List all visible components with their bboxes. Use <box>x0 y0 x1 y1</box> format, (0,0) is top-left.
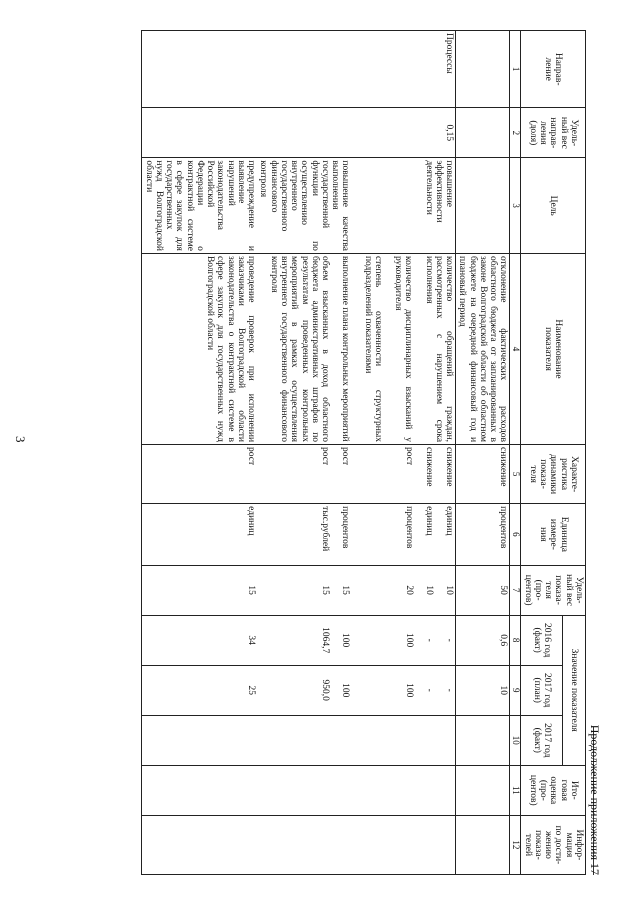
header-unit: Единица измере- ния <box>521 504 586 565</box>
indicator-name: количество обращений граждан, рассмотренных с нарушением срока исполнения <box>423 255 455 443</box>
column-number-8: 8 <box>510 615 521 665</box>
indicator-unit: тыс.рублей <box>320 506 331 552</box>
value-2017-plan: 10 <box>456 665 510 715</box>
header-info: Инфор- мация по дости- жению показа- телей <box>521 815 586 874</box>
indicator-unit: единиц <box>444 506 455 536</box>
value-2016: 0,6 <box>456 615 510 665</box>
column-number-1: 1 <box>510 31 521 108</box>
indicator-dynamics: снижение <box>444 447 455 487</box>
indicator-name: степень охваченности структурных подразделений показателями <box>362 255 383 443</box>
indicator-unit: единиц <box>246 506 257 536</box>
indicator-dynamics: рост <box>246 447 257 466</box>
column-number-3: 3 <box>510 158 521 254</box>
value-2017-plan: 950,0 <box>320 679 331 701</box>
header-indicator-weight: Удель- ный вес показа- теля (про- центов) <box>521 565 586 615</box>
page-number: 3 <box>13 436 28 443</box>
direction-label: Процессы <box>444 33 455 74</box>
indicator-weight: 10 <box>424 585 434 595</box>
column-number-12: 12 <box>510 815 521 874</box>
continuation-label: Продолжение приложения 17 <box>588 724 602 875</box>
indicator-weight: 20 <box>403 585 414 595</box>
indicator-dynamics: снижение <box>456 445 510 504</box>
header-dynamics: Характе- ристика динамики показа- теля <box>521 445 586 504</box>
table-row <box>456 31 510 875</box>
value-2016: 100 <box>403 633 414 648</box>
value-2016: 100 <box>340 633 351 648</box>
value-2016: - <box>424 638 434 642</box>
table-row <box>257 31 351 875</box>
indicator-name: выполнение плана контрольных мероприятий <box>340 255 351 442</box>
column-number-row <box>510 31 521 875</box>
goal-text: повышение качества выполнения государственной функции по осуществлению внутреннего государственного финансового контроля <box>257 158 351 254</box>
column-number-10: 10 <box>510 715 521 765</box>
column-number-11: 11 <box>510 765 521 815</box>
value-2017-plan: - <box>444 688 455 692</box>
indicator-weight: 15 <box>246 585 257 595</box>
column-number-5: 5 <box>510 445 521 504</box>
value-2017-plan: - <box>424 688 434 692</box>
indicator-weight: 50 <box>456 565 510 615</box>
table-row <box>352 31 456 875</box>
indicator-dynamics: снижение <box>424 447 434 487</box>
value-2017-plan: 100 <box>340 683 351 698</box>
header-goal: Цель <box>521 158 586 254</box>
value-2016: 34 <box>246 635 257 645</box>
header-indicator-name: Наименование показателя <box>521 253 586 444</box>
indicator-dynamics: рост <box>403 447 414 466</box>
column-number-6: 6 <box>510 504 521 565</box>
indicator-dynamics: рост <box>340 447 351 466</box>
rotated-page <box>62 30 602 875</box>
value-2017-plan: 25 <box>246 685 257 695</box>
goal-text: предупреждение и выявление нарушений законодательства Российской Федерации о контрактной системе в сфере закупок для государственных нужд Волгоградской области <box>142 158 257 254</box>
column-number-4: 4 <box>510 253 521 444</box>
value-2016: 1064,7 <box>320 627 331 654</box>
indicator-unit: процентов <box>456 504 510 565</box>
indicator-name: отклонение фактических расходов областного бюджета от запланированных в законе Волгоградской области об областном бюджете на очередной финансовый год и плановый период <box>456 253 510 444</box>
indicator-weight: 15 <box>340 585 351 595</box>
header-value-group: Значение показателя <box>562 615 585 765</box>
indicator-name: количество дисциплинарных взысканий у руководителя <box>393 255 414 443</box>
column-number-2: 2 <box>510 108 521 158</box>
indicator-weight: 10 <box>444 585 455 595</box>
indicator-unit: процентов <box>340 506 351 549</box>
direction-weight: 0,15 <box>444 124 455 142</box>
header-total: Ито- говая оценка (про- центов) <box>521 765 586 815</box>
indicator-unit: процентов <box>403 506 414 549</box>
indicators-table <box>142 30 587 875</box>
indicator-name: проведение проверок при исполнении заказчиками Волгоградской области законодательства о контрактной системе в сфере закупок для государственных нужд Волгоградской области <box>205 255 257 443</box>
header-2017-plan: 2017 год (план) <box>521 665 562 715</box>
header-2016-fact: 2016 год (факт) <box>521 615 562 665</box>
table-row <box>142 31 257 875</box>
indicator-dynamics: рост <box>320 447 331 466</box>
value-2016: - <box>444 638 455 642</box>
goal-text: повышение эффективности деятельности <box>352 158 456 254</box>
column-number-7: 7 <box>510 565 521 615</box>
value-2017-plan: 100 <box>403 683 414 698</box>
header-direction: Направ- ление <box>521 31 586 108</box>
indicator-unit: единиц <box>424 506 434 536</box>
header-2017-fact: 2017 год (факт) <box>521 715 562 765</box>
column-number-9: 9 <box>510 665 521 715</box>
indicator-name: объем взысканных в доход областного бюджета административных штрафов по результатам проведенных контрольных мероприятий в рамках осуществления внутреннего государственного финансового контроля <box>269 255 331 443</box>
indicator-weight: 15 <box>320 585 331 595</box>
header-direction-weight: Удель- ный вес направ- ления (доля) <box>521 108 586 158</box>
